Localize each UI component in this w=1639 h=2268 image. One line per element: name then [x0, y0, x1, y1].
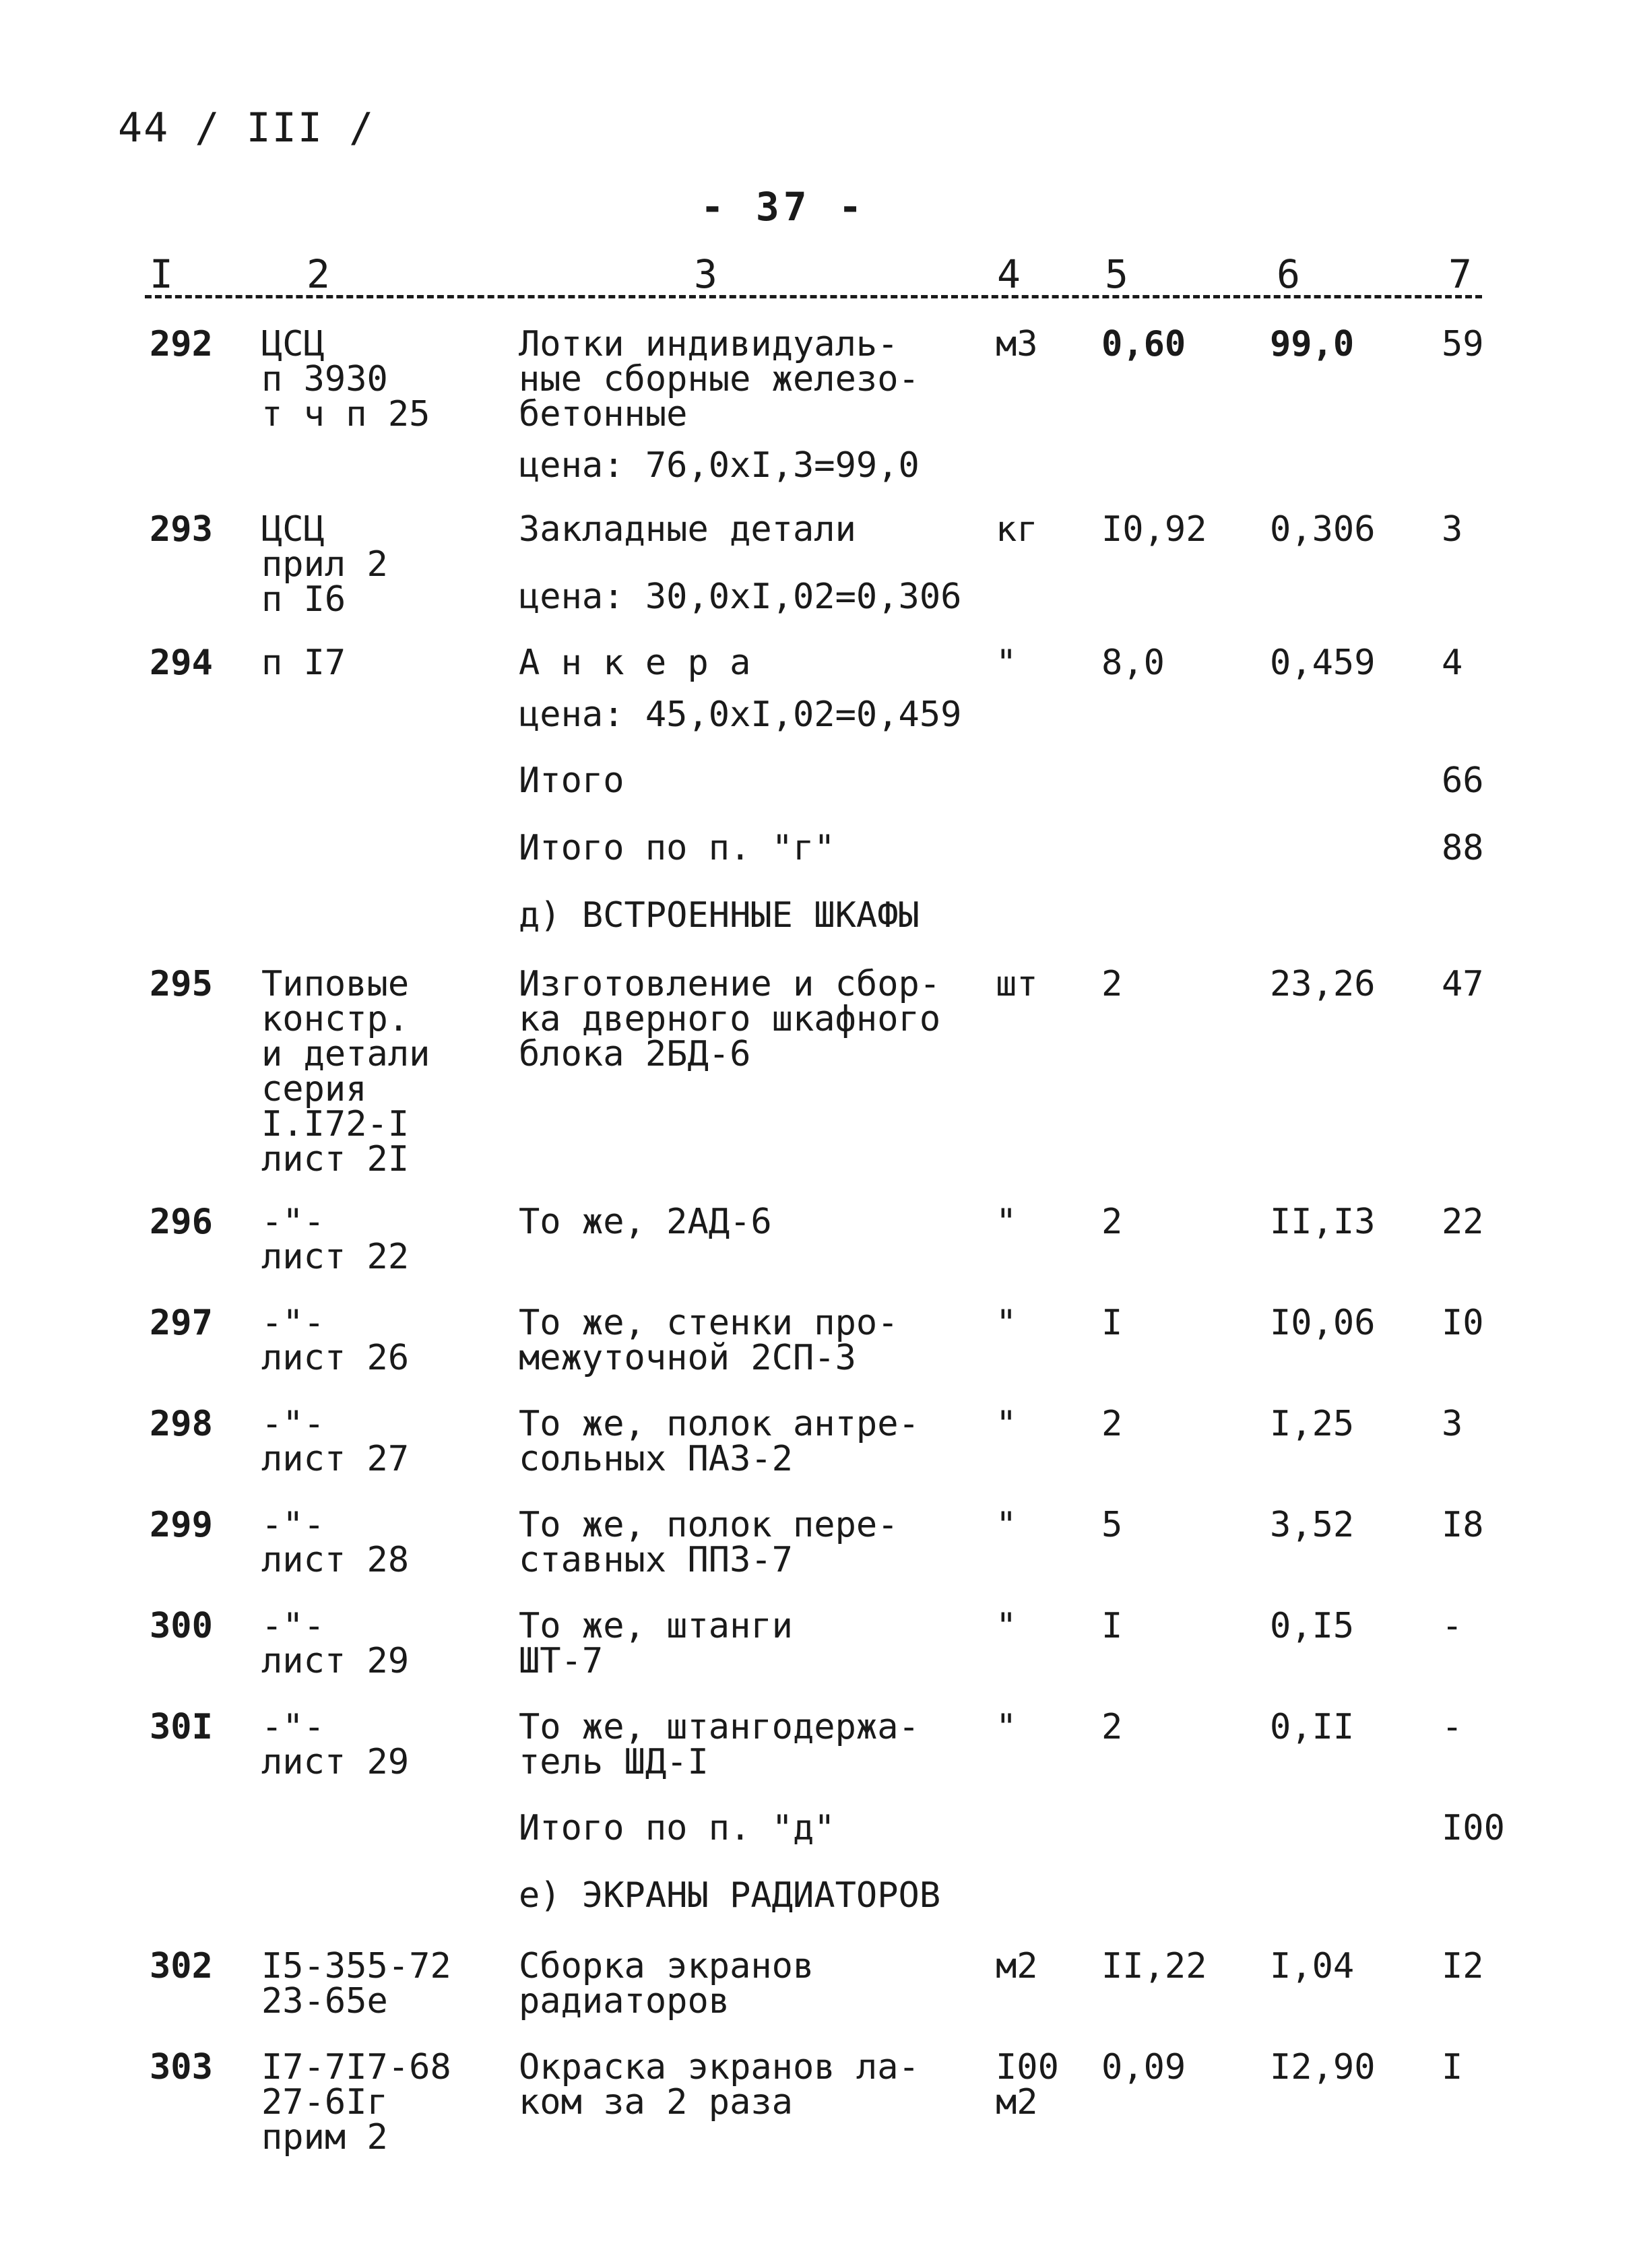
row-price: I,25 — [1270, 1404, 1355, 1444]
page-number: - 37 - — [701, 184, 866, 230]
row-total: 22 — [1442, 1202, 1484, 1242]
subtotal-label: Итого по п. "д" — [519, 1808, 835, 1848]
row-description: То же, стенки про- межуточной 2СП-3 — [519, 1303, 899, 1378]
row-quantity: 2 — [1101, 1707, 1123, 1747]
row-quantity: 2 — [1101, 1404, 1123, 1444]
row-number: 293 — [150, 509, 213, 550]
row-reference: п I7 — [261, 643, 346, 683]
row-quantity: 8,0 — [1101, 643, 1165, 683]
section-heading: д) ВСТРОЕННЫЕ ШКАФЫ — [519, 895, 920, 936]
row-reference: -"- лист 26 — [261, 1303, 410, 1378]
row-total: 3 — [1442, 1404, 1463, 1444]
row-reference: -"- лист 29 — [261, 1707, 410, 1782]
row-quantity: 5 — [1101, 1505, 1123, 1545]
row-description: То же, полок антре- сольных ПАЗ-2 — [519, 1404, 920, 1479]
row-total: I2 — [1442, 1946, 1484, 1986]
row-total: I0 — [1442, 1303, 1484, 1343]
row-reference: ЦСЦ п 3930 т ч п 25 — [261, 324, 430, 434]
row-total: - — [1442, 1707, 1463, 1747]
column-header-4: 4 — [997, 251, 1021, 297]
row-quantity: 0,60 — [1101, 324, 1186, 364]
row-number: 302 — [150, 1946, 213, 1986]
header-divider — [145, 295, 1482, 298]
row-description: Изготовление и сбор- ка дверного шкафного блока 2БД-6 — [519, 964, 941, 1074]
column-header-3: 3 — [694, 251, 717, 297]
row-unit: шт — [996, 964, 1038, 1004]
row-description: То же, штангодержа- тель ШД-I — [519, 1707, 920, 1782]
row-unit: " — [996, 643, 1017, 683]
row-number: 294 — [150, 643, 213, 683]
row-price: 0,306 — [1270, 509, 1376, 550]
row-reference: Типовые констр. и детали серия I.I72-I лист 2I — [261, 964, 430, 1179]
section-heading: е) ЭКРАНЫ РАДИАТОРОВ — [519, 1875, 941, 1916]
row-description: А н к е р а — [519, 643, 751, 683]
row-total: I — [1442, 2047, 1463, 2087]
column-header-2: 2 — [307, 251, 330, 297]
row-description: То же, штанги ШТ-7 — [519, 1606, 793, 1681]
row-total: 59 — [1442, 324, 1484, 364]
row-description: Окраска экранов ла- ком за 2 раза — [519, 2047, 920, 2123]
row-price: II,I3 — [1270, 1202, 1376, 1242]
row-number: 303 — [150, 2047, 213, 2087]
row-number: 298 — [150, 1404, 213, 1444]
row-unit: " — [996, 1303, 1017, 1343]
subtotal-value: I00 — [1442, 1808, 1505, 1848]
row-reference: ЦСЦ прил 2 п I6 — [261, 509, 388, 620]
row-number: 300 — [150, 1606, 213, 1646]
row-total: I8 — [1442, 1505, 1484, 1545]
row-description: То же, полок пере- ставных ППЗ-7 — [519, 1505, 899, 1580]
row-price: 99,0 — [1270, 324, 1355, 364]
row-price: I,04 — [1270, 1946, 1355, 1986]
row-unit: " — [996, 1505, 1017, 1545]
row-unit: I00 м2 — [996, 2047, 1059, 2123]
row-number: 299 — [150, 1505, 213, 1545]
column-header-5: 5 — [1105, 251, 1128, 297]
subtotal-value: 66 — [1442, 760, 1484, 801]
price-calculation: цена: 45,0хI,02=0,459 — [519, 694, 962, 735]
row-unit: " — [996, 1404, 1017, 1444]
row-unit: м3 — [996, 324, 1038, 364]
price-calculation: цена: 30,0хI,02=0,306 — [519, 577, 962, 617]
row-price: 0,I5 — [1270, 1606, 1355, 1646]
row-quantity: II,22 — [1101, 1946, 1207, 1986]
row-reference: -"- лист 29 — [261, 1606, 410, 1681]
sheet-stamp: 44 / III / — [118, 104, 375, 152]
row-quantity: I — [1101, 1303, 1123, 1343]
row-quantity: 2 — [1101, 1202, 1123, 1242]
row-unit: " — [996, 1606, 1017, 1646]
subtotal-label: Итого — [519, 760, 624, 801]
row-total: 47 — [1442, 964, 1484, 1004]
row-total: 3 — [1442, 509, 1463, 550]
row-description: Сборка экранов радиаторов — [519, 1946, 814, 2021]
subtotal-label: Итого по п. "г" — [519, 828, 835, 868]
row-number: 292 — [150, 324, 213, 364]
column-header-1: I — [150, 251, 173, 297]
row-reference: I5-355-72 23-65е — [261, 1946, 451, 2021]
row-price: 0,459 — [1270, 643, 1376, 683]
subtotal-value: 88 — [1442, 828, 1484, 868]
row-description: Закладные детали — [519, 509, 856, 550]
row-price: I2,90 — [1270, 2047, 1376, 2087]
row-reference: I7-7I7-68 27-6Iг прим 2 — [261, 2047, 451, 2158]
row-unit: " — [996, 1707, 1017, 1747]
row-description: То же, 2АД-6 — [519, 1202, 772, 1242]
row-quantity: 2 — [1101, 964, 1123, 1004]
row-unit: кг — [996, 509, 1038, 550]
row-reference: -"- лист 22 — [261, 1202, 410, 1277]
row-unit: м2 — [996, 1946, 1038, 1986]
row-number: 295 — [150, 964, 213, 1004]
price-calculation: цена: 76,0хI,3=99,0 — [519, 445, 920, 486]
row-total: - — [1442, 1606, 1463, 1646]
column-header-7: 7 — [1448, 251, 1472, 297]
row-quantity: 0,09 — [1101, 2047, 1186, 2087]
row-price: I0,06 — [1270, 1303, 1376, 1343]
row-price: 0,II — [1270, 1707, 1355, 1747]
row-price: 23,26 — [1270, 964, 1376, 1004]
row-unit: " — [996, 1202, 1017, 1242]
row-reference: -"- лист 28 — [261, 1505, 410, 1580]
row-total: 4 — [1442, 643, 1463, 683]
column-header-6: 6 — [1277, 251, 1300, 297]
row-number: 30I — [150, 1707, 213, 1747]
row-reference: -"- лист 27 — [261, 1404, 410, 1479]
row-price: 3,52 — [1270, 1505, 1355, 1545]
row-number: 296 — [150, 1202, 213, 1242]
row-description: Лотки индивидуаль- ные сборные железо- бетонные — [519, 324, 920, 434]
row-number: 297 — [150, 1303, 213, 1343]
row-quantity: I0,92 — [1101, 509, 1207, 550]
row-quantity: I — [1101, 1606, 1123, 1646]
